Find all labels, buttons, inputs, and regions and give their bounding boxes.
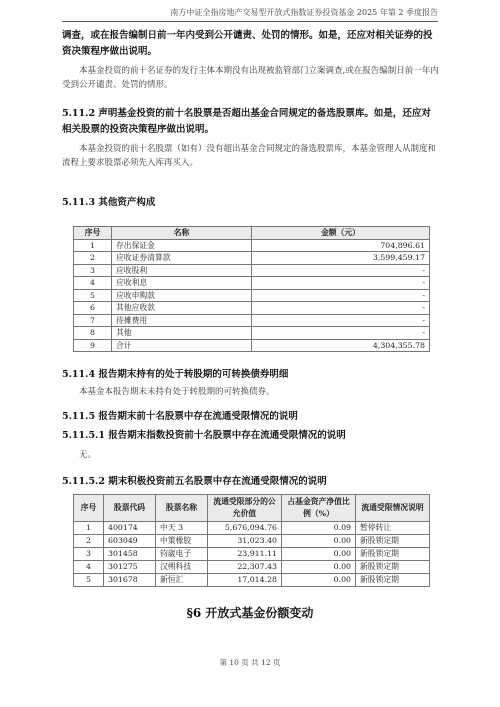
amount-value: - [252,302,430,315]
restriction-note: 新股锁定期 [356,561,430,574]
nav-ratio: 0.00 [282,574,356,587]
page-number: 第 10 页 共 12 页 [219,658,281,667]
restriction-note: 新股锁定期 [356,535,430,548]
row-number: 1 [74,522,104,535]
column-header: 股票代码 [104,495,156,522]
row-number: 3 [74,548,104,561]
row-number: 4 [74,561,104,574]
stock-code: 301678 [104,574,156,587]
nav-ratio: 0.09 [282,522,356,535]
restriction-note: 新股锁定期 [356,574,430,587]
row-number: 2 [74,252,112,265]
amount-value: - [252,289,430,302]
table-row [74,327,430,340]
fair-value: 22,307.43 [208,561,282,574]
section-5-11-5-1-title: 5.11.5.1 报告期末指数投资前十名股票中存在流通受限情况的说明 [62,430,346,441]
table-header-row [74,495,430,522]
table-row [74,574,430,587]
section-5-11-5-2-title: 5.11.5.2 期末积极投资前五名股票中存在流通受限情况的说明 [62,476,327,487]
asset-name: 存出保证金 [112,239,252,252]
fair-value: 31,023.40 [208,535,282,548]
nav-ratio: 0.00 [282,548,356,561]
row-number: 3 [74,264,112,277]
stock-name: 新恒汇 [156,574,208,587]
column-header: 金额（元） [252,227,430,240]
column-header: 流通受限部分的公允价值 [208,495,282,522]
fair-value: 17,014.28 [208,574,282,587]
row-number: 4 [74,277,112,290]
row-number: 6 [74,302,112,315]
column-header: 序号 [74,227,112,240]
other-assets-table [73,226,430,352]
row-number: 5 [74,574,104,587]
stock-code: 400174 [104,522,156,535]
asset-name: 合计 [112,339,252,352]
restriction-note: 新股锁定期 [356,548,430,561]
row-number: 2 [74,535,104,548]
column-header: 占基金资产净值比例（%） [282,495,356,522]
section-5-11-2-text: 本基金投资的前十名股票（如有）没有超出基金合同规定的备选股票库，本基金管理人从制度和流程上要求股票必须先入库再买入。 [62,144,437,168]
table-row [74,277,430,290]
row-number: 9 [74,339,112,352]
table-row [74,314,430,327]
asset-name: 其他 [112,327,252,340]
asset-name: 其他应收款 [112,302,252,315]
table-row [74,302,430,315]
table-row [74,289,430,302]
section-5-11-2-title: 5.11.2 声明基金投资的前十名股票是否超出基金合同规定的备选股票库。如是，还应对相关股票的投资决策程序做出说明。 [62,108,431,135]
nav-ratio: 0.00 [282,535,356,548]
fair-value: 23,911.11 [208,548,282,561]
header-divider [62,21,438,22]
table-header-row [74,227,430,240]
amount-value: - [252,264,430,277]
section-5-11-4-text: 本基金本报告期末未持有处于转股期的可转换债券。 [79,387,275,397]
continued-heading: 调查，或在报告编制日前一年内受到公开谴责、处罚的情形。如是，还应对相关证券的投资决策程序做出说明。 [62,30,433,57]
amount-value: 3,599,459.17 [252,252,430,265]
table-row [74,522,430,535]
stock-code: 603049 [104,535,156,548]
column-header: 名称 [112,227,252,240]
fair-value: 5,676,094.76 [208,522,282,535]
restriction-note: 暂停转让 [356,522,430,535]
column-header: 序号 [74,495,104,522]
table-row [74,239,430,252]
table-row [74,252,430,265]
asset-name: 应收证券清算款 [112,252,252,265]
column-header: 流通受限情况说明 [356,495,430,522]
amount-value: 704,896.61 [252,239,430,252]
amount-value: 4,304,355.78 [252,339,430,352]
asset-name: 应收股利 [112,264,252,277]
table-row [74,339,430,352]
row-number: 5 [74,289,112,302]
restricted-stocks-table [73,494,430,587]
section-5-11-4-title: 5.11.4 报告期末持有的处于转股期的可转换债券明细 [62,369,289,380]
section-5-11-3-title: 5.11.3 其他资产构成 [62,197,156,208]
table-row [74,264,430,277]
row-number: 8 [74,327,112,340]
table-row [74,548,430,561]
column-header: 股票名称 [156,495,208,522]
stock-name: 中策橡胶 [156,535,208,548]
page-header-title: 南方中证全指房地产交易型开放式指数证券投资基金 2025 年第 2 季度报告 [170,8,438,17]
stock-code: 301458 [104,548,156,561]
amount-value: - [252,314,430,327]
intro-paragraph: 本基金投资的前十名证券的发行主体本期没有出现被监管部门立案调查,或在报告编制日前一年内受到公开谴责、处罚的情形。 [62,66,439,90]
amount-value: - [252,277,430,290]
stock-name: 钧崴电子 [156,548,208,561]
asset-name: 应收申购款 [112,289,252,302]
stock-code: 301275 [104,561,156,574]
row-number: 7 [74,314,112,327]
row-number: 1 [74,239,112,252]
table-row [74,535,430,548]
table-row [74,561,430,574]
section-5-11-5-title: 5.11.5 报告期末前十名股票中存在流通受限情况的说明 [62,411,298,422]
nav-ratio: 0.00 [282,561,356,574]
section-6-title: §6 开放式基金份额变动 [186,606,314,620]
section-5-11-5-1-text: 无。 [79,450,97,460]
stock-name: 汉朔科技 [156,561,208,574]
amount-value: - [252,327,430,340]
asset-name: 待摊费用 [112,314,252,327]
asset-name: 应收利息 [112,277,252,290]
stock-name: 中天 3 [156,522,208,535]
